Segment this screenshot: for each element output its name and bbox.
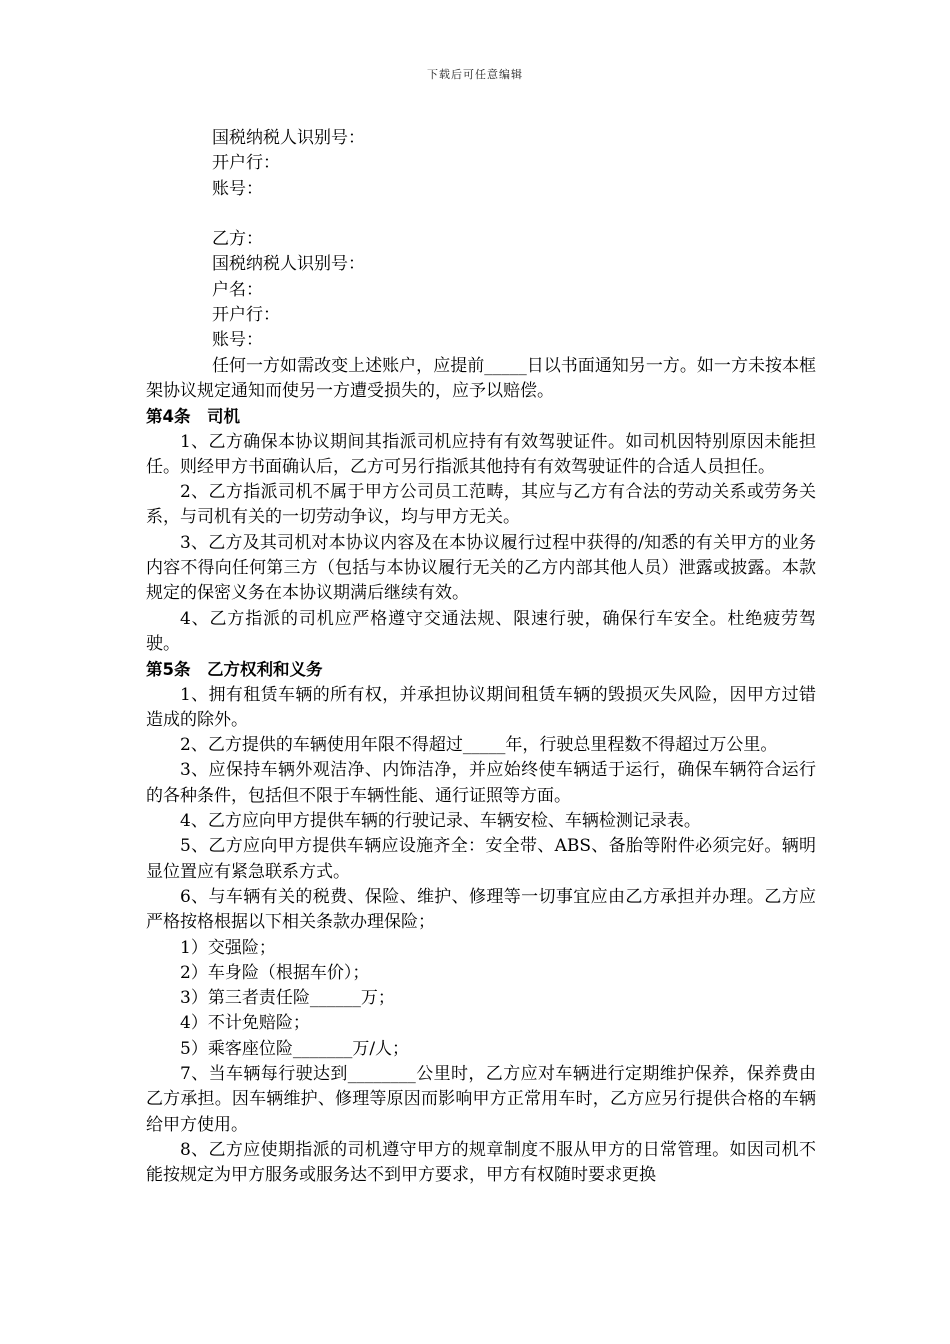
spacer — [146, 202, 816, 227]
insurance-item-5: 5）乘客座位险_______万/人； — [180, 1038, 410, 1059]
article-5-item-3: 3、应保持车辆外观洁净、内饰洁净，并应始终使车辆适于运行，确保车辆符合运行的各种条件，包括但不限于车辆性能、通行证照等方面。 — [146, 760, 816, 806]
article-5-item-1: 1、拥有租赁车辆的所有权，并承担协议期间租赁车辆的毁损灭失风险，因甲方过错造成的除外。 — [146, 684, 816, 730]
party-a-account: 账号： — [212, 178, 263, 199]
insurance-item-2: 2）车身险（根据车价）； — [180, 962, 370, 983]
article-4-item-4: 4、乙方指派的司机应严格遵守交通法规、限速行驶，确保行车安全。杜绝疲劳驾驶。 — [146, 608, 816, 654]
party-b-label: 乙方： — [212, 229, 263, 250]
document-body — [146, 126, 816, 1188]
party-a-tax-id: 国税纳税人识别号： — [212, 128, 365, 148]
insurance-item-4: 4）不计免赔险； — [180, 1013, 310, 1034]
page-header: 下载后可任意编辑 — [427, 68, 523, 81]
article-4-item-2: 2、乙方指派司机不属于甲方公司员工范畴，其应与乙方有合法的劳动关系或劳务关系，与司机有关的一切劳动争议，均与甲方无关。 — [146, 482, 816, 528]
party-a-bank: 开户行： — [212, 153, 280, 174]
party-b-tax-id: 国税纳税人识别号： — [212, 254, 365, 275]
article-5-item-4: 4、乙方应向甲方提供车辆的行驶记录、车辆安检、车辆检测记录表。 — [180, 811, 701, 832]
party-b-account: 账号： — [212, 330, 263, 351]
party-b-account-name: 户名： — [212, 279, 263, 300]
article-5-item-6: 6、与车辆有关的税费、保险、维护、修理等一切事宜应由乙方承担并办理。乙方应严格按格根据以下相关条款办理保险； — [146, 886, 816, 933]
article-4-item-3: 3、乙方及其司机对本协议内容及在本协议履行过程中获得的/知悉的有关甲方的业务内容不得向任何第三方（包括与本协议履行无关的乙方内部其他人员）泄露或披露。本款规定的保密义务在本协议期满后继续有效。 — [146, 532, 816, 604]
article-4-title: 第4条 司机 — [146, 407, 240, 427]
article-5-item-2: 2、乙方提供的车辆使用年限不得超过_____年，行驶总里程数不得超过万公里。 — [180, 735, 778, 756]
article-5-title: 第5条 乙方权利和义务 — [146, 660, 323, 680]
article-4-item-1: 1、乙方确保本协议期间其指派司机应持有有效驾驶证件。如司机因特别原因未能担任。则经甲方书面确认后，乙方可另行指派其他持有有效驾驶证件的合适人员担任。 — [146, 431, 816, 477]
account-change-clause: 任何一方如需改变上述账户，应提前_____日以书面通知另一方。如一方未按本框架协议规定通知而使另一方遭受损失的，应予以赔偿。 — [146, 355, 816, 401]
article-5-item-7: 7、当车辆每行驶达到________公里时，乙方应对车辆进行定期维护保养，保养费由乙方承担。因车辆维护、修理等原因而影响甲方正常用车时，乙方应另行提供合格的车辆给甲方使用。 — [146, 1063, 816, 1135]
article-5-item-8: 8、乙方应使期指派的司机遵守甲方的规章制度不服从甲方的日常管理。如因司机不能按规定为甲方服务或服务达不到甲方要求，甲方有权随时要求更换 — [146, 1139, 816, 1186]
party-b-bank: 开户行： — [212, 305, 280, 326]
insurance-item-1: 1）交强险； — [180, 937, 276, 958]
article-5-item-5: 5、乙方应向甲方提供车辆应设施齐全：安全带、ABS、备胎等附件必须完好。辆明显位置应有紧急联系方式。 — [146, 836, 816, 882]
insurance-item-3: 3）第三者责任险______万； — [180, 988, 395, 1009]
